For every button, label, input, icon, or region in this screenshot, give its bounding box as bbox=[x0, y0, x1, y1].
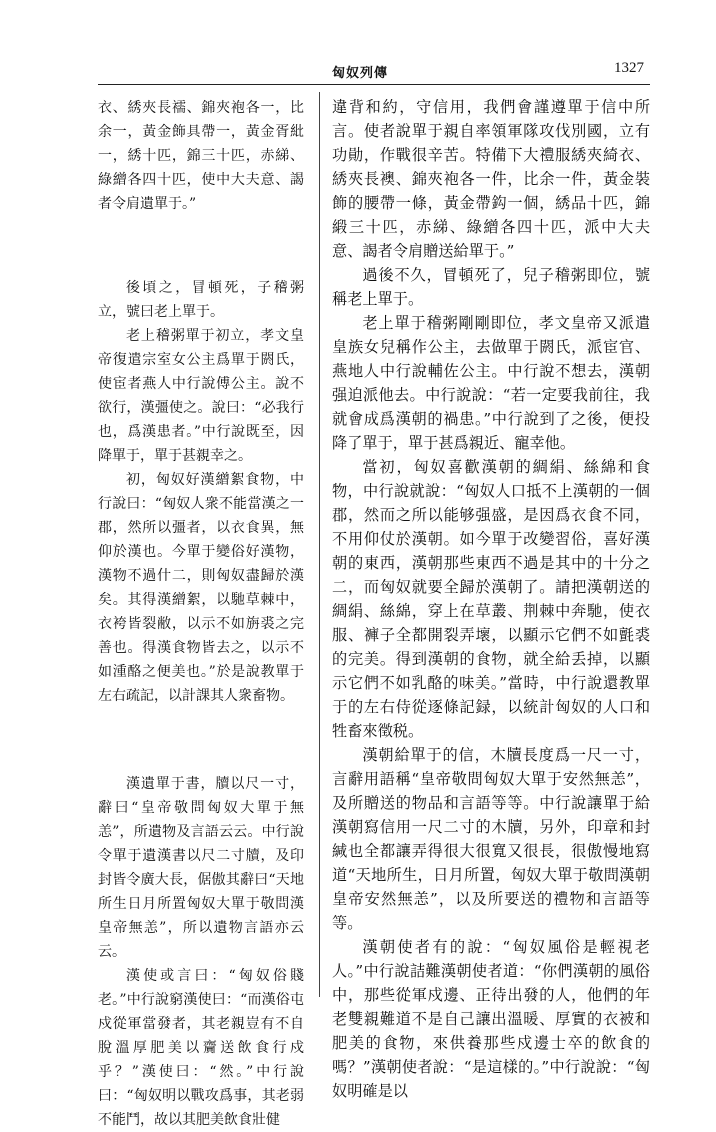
translation-paragraph: 漢朝給單于的信，木牘長度爲一尺一寸，言辭用語稱“皇帝敬問匈奴大單于安然無恙”，及所贈送的物品和言語等等。中行說讓單于給漢朝寫信用一尺二寸的木牘，另外，印章和封緘也全都讓弄得很大很寬又很長，很傲慢地寫道“天地所生，日月所置，匈奴大單于敬問漢朝皇帝安然無恙”，以及所要送的禮物和言語等等。 bbox=[332, 746, 650, 932]
translation-text-column bbox=[332, 95, 650, 1103]
running-header-title: 匈奴列傳 bbox=[332, 66, 389, 81]
classical-paragraph: 老上稽粥單于初立，孝文皇帝復遣宗室女公主爲單于閼氏，使宦者燕人中行說傅公主。說不欲行，漢彊使之。說曰：“必我行也，爲漢患者。”中行說既至，因降單于，單于甚親幸之。 bbox=[98, 328, 304, 464]
translation-paragraph: 當初，匈奴喜歡漢朝的綢絹、絲綿和食物，中行說就說：“匈奴人口抵不上漢朝的一個郡，然而之所以能够强盛，是因爲衣食不同，不用仰仗於漢朝。如今單于改變習俗，喜好漢朝的東西，漢朝那些東西不過是其中的十分之二，而匈奴就要全歸於漢朝了。請把漢朝送的綢絹、絲綿，穿上在草叢、荆棘中奔馳，使衣服、褲子全都開裂弄壞，以顯示它們不如氈裘的完美。得到漢朝的食物，就全給丢掉，以顯示它們不如乳酪的味美。”當時，中行說還教單于的左右侍從逐條記録，以統計匈奴的人口和牲畜來徵税。 bbox=[332, 458, 650, 740]
classical-paragraph: 衣、綉夾長襦、錦夾袍各一，比余一，黃金飾具帶一，黃金胥紕一，綉十匹，錦三十匹，赤綈、綠繒各四十匹，使中大夫意、謁者令肩遺單于。” bbox=[98, 100, 304, 212]
translation-paragraph: 過後不久，冒頓死了，兒子稽粥即位，號稱老上單于。 bbox=[332, 266, 650, 308]
classical-paragraph: 漢遺單于書，牘以尺一寸，辭曰“皇帝敬問匈奴大單于無恙”，所遺物及言語云云。中行說令單于遺漢書以尺二寸牘，及印封皆令廣大長，倨傲其辭曰“天地所生日月所置匈奴大單于敬問漢皇帝無恙”，所以遺物言語亦云云。 bbox=[98, 776, 304, 960]
classical-paragraph: 漢使或言曰：“匈奴俗賤老。”中行說窮漢使曰：“而漢俗屯戍從軍當發者，其老親豈有不自脫溫厚肥美以齎送飲食行戍乎？”漢使曰：“然。”中行說曰：“匈奴明以戰攻爲事，其老弱不能鬥，故以其肥美飲食壯健 bbox=[98, 968, 304, 1128]
classical-text-column bbox=[98, 96, 304, 1132]
translation-paragraph: 漢朝使者有的說：“匈奴風俗是輕視老人。”中行說詰難漢朝使者道：“你們漢朝的風俗中，那些從軍戍邊、正待出發的人，他們的年老雙親難道不是自己讓出溫暖、厚實的衣被和肥美的食物，來供養那些戍邊士卒的飲食的嗎？”漢朝使者說：“是這樣的。”中行說說：“匈奴明確是以 bbox=[332, 938, 650, 1100]
page-number: 1327 bbox=[614, 60, 644, 76]
classical-paragraph: 初，匈奴好漢繒絮食物，中行說曰：“匈奴人衆不能當漢之一郡，然所以彊者，以衣食異，無仰於漢也。今單于變俗好漢物，漢物不過什二，則匈奴盡歸於漢矣。其得漢繒絮，以馳草棘中，衣袴皆裂敝，以示不如旃裘之完善也。得漢食物皆去之，以示不如湩酪之便美也。”於是說教單于左右疏記，以計課其人衆畜物。 bbox=[98, 472, 304, 704]
classical-paragraph: 後頃之，冒頓死，子稽粥立，號曰老上單于。 bbox=[98, 280, 304, 320]
translation-paragraph: 違背和約，守信用，我們會謹遵單于信中所言。使者說單于親自率領軍隊攻伐別國，立有功勛，作戰很辛苦。特備下大禮服綉夾綺衣、綉夾長襖、錦夾袍各一件，比余一件，黃金裝飾的腰帶一條，黃金帶鈎一個，綉品十匹，錦緞三十匹，赤綈、綠繒各四十匹，派中大夫意、謁者令肩贈送給單于。” bbox=[332, 98, 650, 260]
header-rule bbox=[98, 84, 650, 85]
column-divider bbox=[319, 92, 320, 997]
translation-paragraph: 老上單于稽粥剛剛即位，孝文皇帝又派遣皇族女兒稱作公主，去做單于閼氏，派宦官、燕地人中行說輔佐公主。中行說不想去，漢朝强迫派他去。中行說說：“若一定要我前往，我就會成爲漢朝的禍患。”中行說到了之後，便投降了單于，單于甚爲親近、寵幸他。 bbox=[332, 314, 650, 452]
